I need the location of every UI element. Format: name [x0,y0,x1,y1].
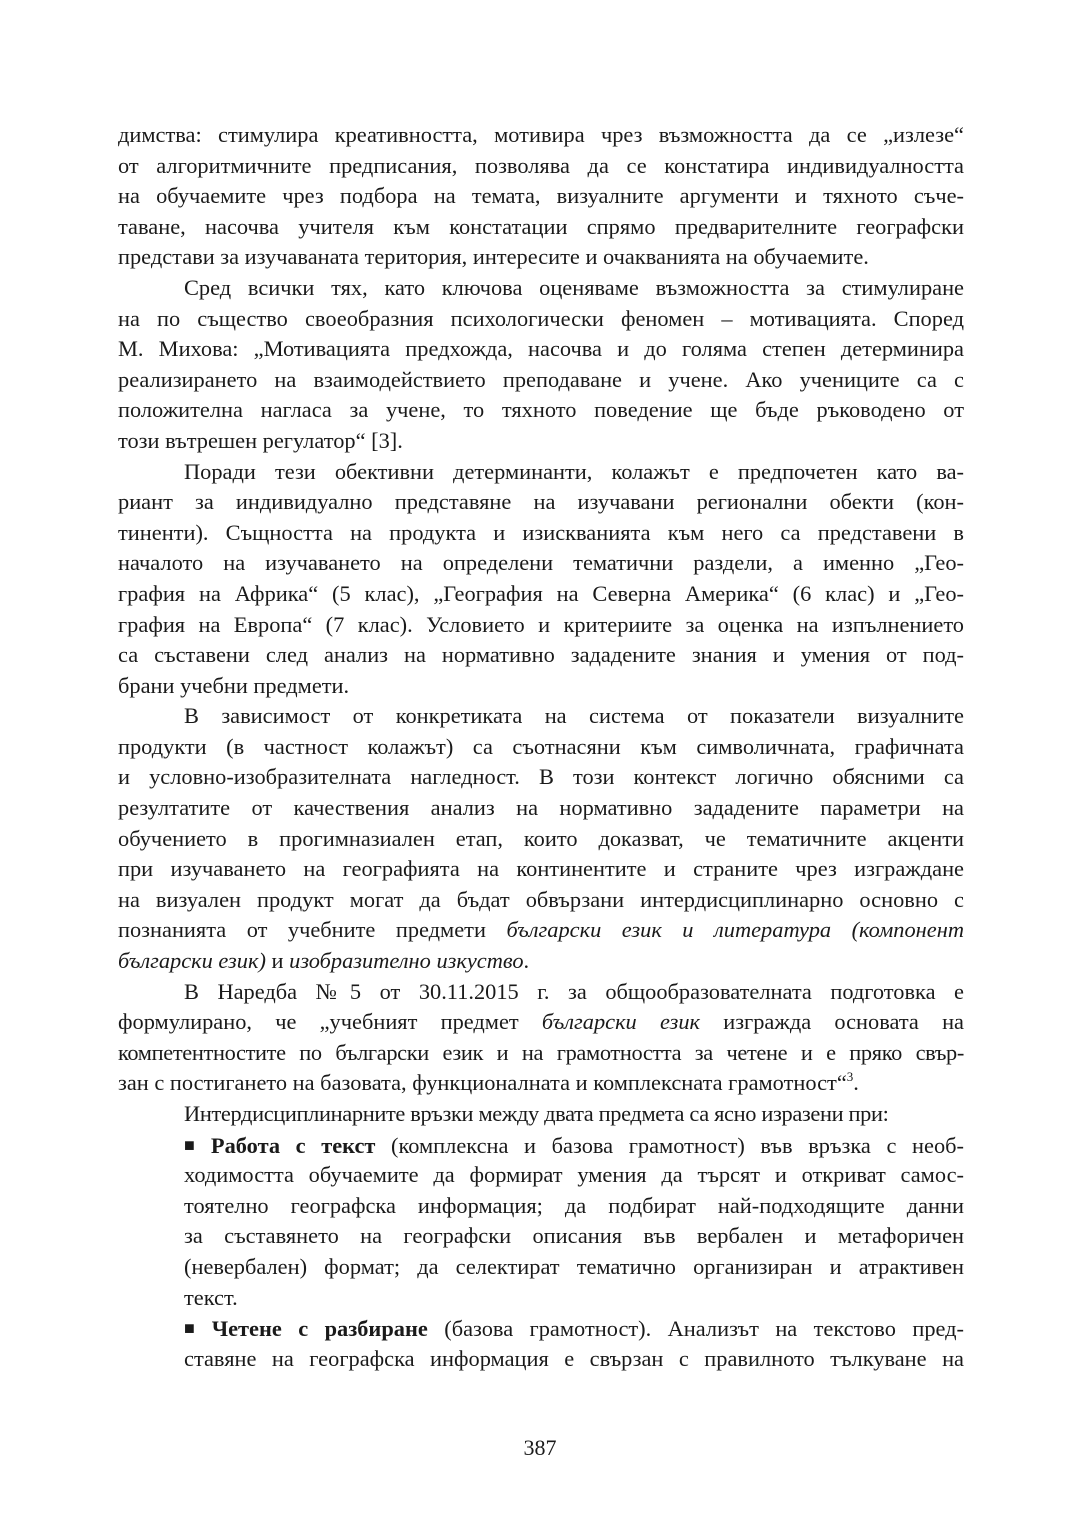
footnote-reference[interactable]: 3 [846,1069,854,1085]
text-line [118,1313,964,1344]
text-line: са съставени след анализ на нормативно зададените знания и умения от под- [118,642,964,668]
text-line: таване, насочва учителя към констатации спрямо предварителните географски [118,213,964,239]
text-line: продукти (в частност колажът) са съотнасяни към символичната, графичната [118,733,964,759]
text-line: В Наредба №5 от 30.11.2015 г. за общообразователната подготовка е [184,978,964,1004]
text-run: познанията от учебните предмети [118,917,507,943]
bullet-item-work-with-text [118,1130,964,1314]
italic-subject-name: изобразително изкуство [289,948,524,974]
text-line: М. Михова: „Мотивацията предхожда, насочва и до голяма степен детерминира [118,336,964,362]
text-run: зан с постигането на базовата, функционалната и комплексната грамотност“ [118,1070,847,1096]
paragraph-2 [118,273,964,457]
text-line: ходимостта обучаемите да формират умения да търсят и откриват самос- [184,1162,964,1188]
paragraph-6 [118,1099,964,1130]
italic-subject-name: български език) [118,948,266,974]
text-line: (невербален) формат; да селектират тематично организиран и атрактивен [184,1253,964,1279]
text-line: обучението в прогимназиален етап, които доказват, че тематичните акценти [118,825,964,851]
page-number: 387 [523,1435,557,1460]
text-line: резултатите от качествения анализ на нормативно зададените параметри на [118,795,964,821]
text-line: ставяне на географска информация е свързан с правилното тълкуване на [184,1345,964,1371]
text-run: формулирано, че „учебният предмет [118,1009,542,1035]
text-line: този вътрешен регулатор“ [3]. [118,427,403,453]
text-line: димства: стимулира креативността, мотивира чрез възможността да се „излезе“ [118,122,964,147]
text-run: изгражда основата на [700,1009,964,1035]
paragraph-4 [118,701,964,976]
paragraph-1 [118,120,964,273]
bullet-item-reading-comprehension [118,1313,964,1374]
text-run: и [265,948,290,974]
text-line: тоятелно географска информация; да подбират най-подходящите данни [184,1192,964,1218]
text-line: тиненти). Същността на продукта и изискванията към него са представени в [118,519,964,545]
text-line [118,1130,964,1161]
text-line: на визуален продукт могат да бъдат обвързани интердисциплинарно основно с [118,886,964,912]
text-line: и условно-изобразителната нагледност. В този контекст логично обясними са [118,764,964,790]
text-line: риант за индивидуално представяне на изучавани регионални обекти (кон- [118,489,964,515]
text-line: на по същество своеобразния психологически феномен – мотивацията. Според [118,305,964,331]
text-line: графия на Африка“ (5 клас), „География на Северна Америка“ (6 клас) и „Гео- [118,580,964,606]
text-line: текст. [184,1284,238,1310]
text-line: при изучаването на географията на континентите и страните чрез изграждане [118,856,964,882]
italic-subject-name: български език и литература (компонент [506,917,965,943]
text-line [118,1068,964,1099]
text-line: за съставянето на географски описания във вербален и метафоричен [184,1223,964,1249]
text-line: на обучаемите чрез подбора на темата, визуалните аргументи и тяхното съче- [118,183,964,209]
paragraph-3 [118,457,964,702]
text-run: . [523,948,530,974]
text-run: (базова грамотност). Анализът на текстово пред- [427,1316,964,1342]
text-line [118,946,964,977]
text-line: брани учебни предмети. [118,672,350,698]
text-line: положителна нагласа за учене, то тяхното поведение ще бъде ръководено от [118,397,964,423]
text-line [118,1007,964,1038]
bullet-title: Четене с разбиране [211,1316,428,1342]
text-line: представи за изучаваната територия, интересите и очакванията на обучаемите. [118,244,869,270]
italic-subject-name: български език [541,1009,700,1035]
text-line: В зависимост от конкретиката на система от показатели визуалните [184,703,964,729]
text-run: (комплексна и базова грамотност) във връзка с необ- [375,1132,964,1158]
text-line: Поради тези обективни детерминанти, колажът е предпочетен като ва- [184,458,964,484]
text-line: Сред всички тях, като ключова оценяваме възможността за стимулиране [184,274,964,300]
bullet-title: Работа с текст [210,1132,376,1158]
text-line: компетентностите по български език и на грамотността за четене и е пряко свър- [118,1039,964,1065]
square-bullet-icon: ■ [184,1134,205,1155]
page-body [118,120,964,1374]
text-line: Интердисциплинарните връзки между двата предмета са ясно изразени при: [184,1101,889,1126]
paragraph-5 [118,977,964,1099]
text-line: от алгоритмичните предписания, позволява да се констатира индивидуалността [118,152,964,178]
text-line: реализирането на взаимодействието преподаване и учене. Ако учениците са с [118,366,964,392]
text-line [118,915,964,946]
text-line: графия на Европа“ (7 клас). Условието и критериите за оценка на изпълнението [118,611,964,637]
square-bullet-icon: ■ [184,1318,206,1339]
text-run: . [853,1070,859,1096]
text-line: началото на изучаването на определени тематични раздели, а именно „Гео- [118,550,964,576]
